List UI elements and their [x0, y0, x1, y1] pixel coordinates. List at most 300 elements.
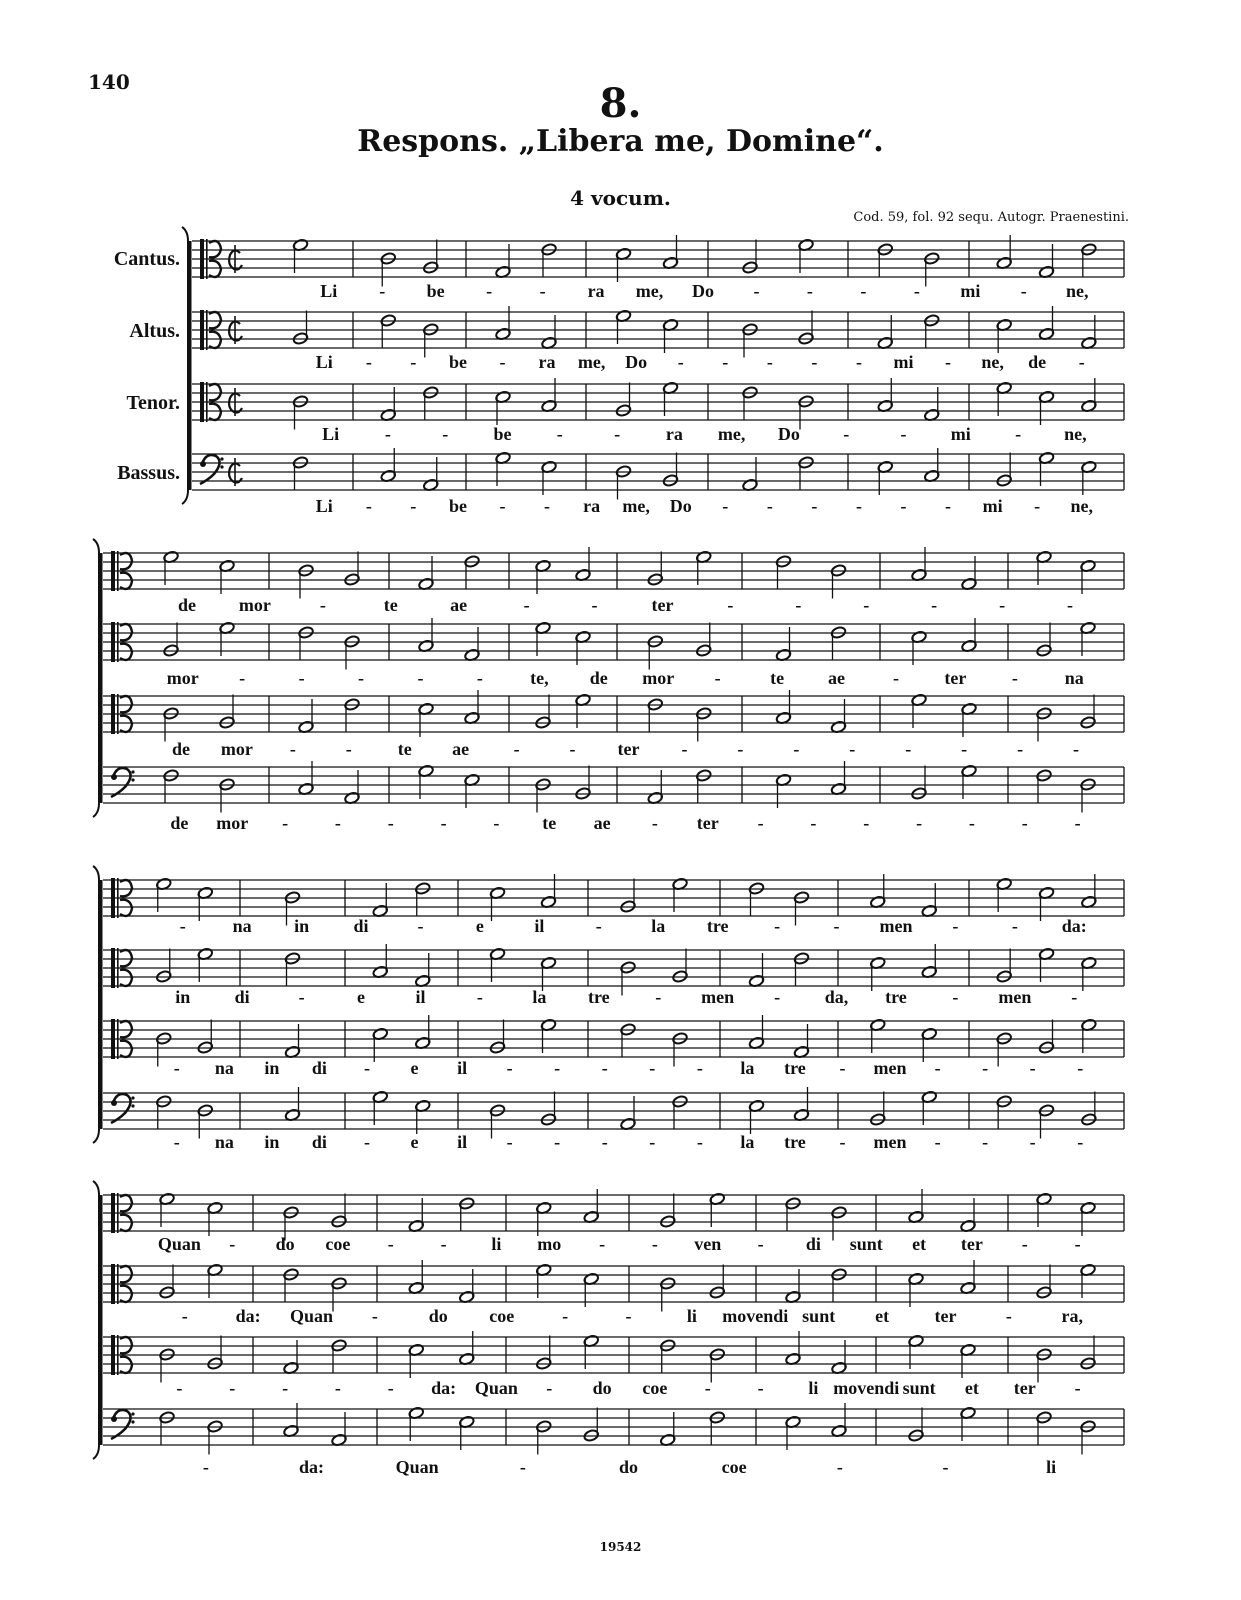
lyric-hyphen: -: [556, 424, 563, 444]
lyric-hyphen: -: [499, 352, 506, 372]
note: [1080, 695, 1096, 730]
lyric-hyphen: -: [913, 281, 920, 301]
lyric-hyphen: -: [696, 1132, 703, 1152]
lyric-syllable: di: [805, 1234, 821, 1254]
note: [921, 883, 937, 918]
note: [159, 1348, 175, 1383]
lyric-hyphen: -: [506, 1132, 513, 1152]
lyric-hyphen: -: [810, 813, 817, 833]
lyric-syllable: de: [177, 595, 196, 615]
note: [660, 1277, 676, 1312]
lyric-hyphen: -: [289, 739, 296, 759]
lyric-hyphen: -: [1074, 813, 1081, 833]
lyric-hyphen: -: [655, 987, 662, 1007]
lyric-hyphen: -: [900, 424, 907, 444]
lyric-syllable: da:: [298, 1457, 325, 1477]
note: [536, 1420, 552, 1455]
lyric-hyphen: -: [860, 281, 867, 301]
lyric-hyphen: -: [863, 595, 870, 615]
lyric-hyphen: -: [1029, 1058, 1036, 1078]
lyric-syllable: il: [415, 987, 426, 1007]
lyric-syllable: il: [534, 916, 545, 936]
note: [459, 1197, 475, 1232]
lyric-hyphen: -: [239, 668, 246, 688]
lyric-hyphen: -: [833, 916, 840, 936]
lyric-hyphen: -: [863, 813, 870, 833]
lyric-syllable: movendi: [833, 1378, 900, 1398]
note: [489, 1020, 505, 1055]
lyric-syllable: ne,: [1064, 424, 1087, 444]
note: [495, 244, 511, 279]
lyric-syllable: sunt: [802, 1306, 836, 1326]
lyric-hyphen: -: [806, 281, 813, 301]
note: [408, 1260, 424, 1295]
note: [380, 448, 396, 483]
note: [415, 953, 431, 988]
lyric-syllable: na: [214, 1058, 234, 1078]
lyric-hyphen: -: [793, 739, 800, 759]
lyric-syllable: te,: [530, 668, 549, 688]
lyric-hyphen: -: [363, 1058, 370, 1078]
lyric-syllable: tre: [784, 1132, 806, 1152]
note: [283, 1403, 299, 1438]
lyric-hyphen: -: [365, 496, 372, 516]
lyric-hyphen: -: [371, 1306, 378, 1326]
note: [1081, 378, 1097, 413]
lyric-hyphen: -: [173, 1058, 180, 1078]
note: [583, 1408, 599, 1443]
lyric-syllable: ra: [665, 424, 683, 444]
note: [423, 323, 439, 358]
lyric-syllable: ae: [593, 813, 611, 833]
lyric-syllable: coe: [721, 1457, 747, 1477]
lyric-syllable: be: [448, 496, 467, 516]
lyric-hyphen: -: [681, 739, 688, 759]
lyric-hyphen: -: [1078, 352, 1085, 372]
note: [408, 1198, 424, 1233]
note: [785, 1331, 801, 1366]
lyric-syllable: li: [1046, 1457, 1057, 1477]
lyric-syllable: men: [879, 916, 913, 936]
lyric-syllable: di: [234, 987, 250, 1007]
lyric-hyphen: -: [591, 595, 598, 615]
note: [292, 311, 308, 346]
note: [793, 1024, 809, 1059]
lyric-hyphen: -: [319, 595, 326, 615]
staff-altus: [103, 1260, 1124, 1326]
lyric-syllable: me,: [635, 281, 664, 301]
lyric-hyphen: -: [486, 281, 493, 301]
note: [911, 766, 927, 801]
lyric-syllable: Li: [315, 352, 333, 372]
note: [1081, 243, 1097, 278]
note: [742, 323, 758, 358]
staff-cantus: [192, 235, 1124, 301]
lyric-hyphen: -: [1071, 987, 1078, 1007]
lyric-hyphen: -: [1017, 739, 1024, 759]
lyric-syllable: Do: [669, 496, 692, 516]
lyric-syllable: di: [311, 1058, 327, 1078]
lyric-syllable: mor: [166, 668, 199, 688]
note: [908, 1189, 924, 1224]
f-clef-icon: [111, 1094, 135, 1123]
note: [415, 882, 431, 917]
note: [541, 378, 557, 413]
note: [575, 766, 591, 801]
note: [1080, 778, 1096, 813]
lyric-syllable: ra,: [1061, 1306, 1084, 1326]
lyric-syllable: te: [542, 813, 557, 833]
lyric-syllable: mor: [216, 813, 249, 833]
lyric-hyphen: -: [440, 813, 447, 833]
note: [672, 1032, 688, 1067]
lyric-hyphen: -: [345, 739, 352, 759]
note: [785, 1197, 801, 1232]
lyric-hyphen: -: [1067, 595, 1074, 615]
lyric-hyphen: -: [229, 1378, 236, 1398]
lyric-hyphen: -: [363, 1132, 370, 1152]
lyric-syllable: li: [808, 1378, 819, 1398]
lyric-hyphen: -: [945, 496, 952, 516]
lyric-hyphen: -: [916, 813, 923, 833]
note: [207, 1420, 223, 1455]
note: [709, 1411, 725, 1446]
lyric-hyphen: -: [282, 813, 289, 833]
lyric-hyphen: -: [544, 496, 551, 516]
lyric-syllable: Do: [777, 424, 800, 444]
lyric-hyphen: -: [714, 668, 721, 688]
lyric-syllable: ra: [583, 496, 601, 516]
note: [415, 1015, 431, 1050]
lyric-syllable: il: [457, 1058, 468, 1078]
lyric-syllable: mi: [950, 424, 971, 444]
note: [1036, 1411, 1052, 1446]
system-1: [182, 227, 1124, 516]
system-2: [93, 539, 1124, 833]
note: [831, 1340, 847, 1375]
lyric-syllable: Li: [315, 496, 333, 516]
lyric-syllable: la: [651, 916, 666, 936]
lyric-hyphen: -: [387, 1378, 394, 1398]
note: [219, 695, 235, 730]
lyric-hyphen: -: [334, 813, 341, 833]
note: [775, 690, 791, 725]
note: [742, 386, 758, 421]
plate-number: 19542: [599, 1540, 642, 1554]
lyric-hyphen: -: [334, 1378, 341, 1398]
lyric-hyphen: -: [753, 281, 760, 301]
note: [615, 465, 631, 500]
note: [775, 627, 791, 662]
lyric-hyphen: -: [417, 916, 424, 936]
note: [748, 953, 764, 988]
lyric-syllable: ra: [538, 352, 556, 372]
note: [662, 453, 678, 488]
f-clef-icon: [111, 768, 135, 797]
note: [541, 243, 557, 278]
lyric-syllable: in: [175, 987, 191, 1007]
lyric-syllable: tre: [784, 1058, 806, 1078]
lyric-hyphen: -: [795, 595, 802, 615]
lyric-hyphen: -: [476, 987, 483, 1007]
note: [996, 1032, 1012, 1067]
lyric-hyphen: -: [1020, 281, 1027, 301]
note: [197, 1020, 213, 1055]
note: [647, 698, 663, 733]
note: [620, 1023, 636, 1058]
lyric-hyphen: -: [1005, 1306, 1012, 1326]
staff-altus: [192, 306, 1124, 372]
lyric-syllable: sunt: [849, 1234, 883, 1254]
lyric-syllable: Quan: [157, 1234, 201, 1254]
staff-tenor: [103, 690, 1124, 759]
lyric-hyphen: -: [982, 1132, 989, 1152]
lyric-syllable: ter: [696, 813, 719, 833]
piece-title: Respons. „Libera me, Domine“.: [357, 124, 884, 159]
voice-name-bassus: Bassus.: [117, 462, 180, 484]
lyric-syllable: et: [964, 1378, 979, 1398]
lyric-syllable: de: [1028, 352, 1047, 372]
lyric-syllable: de: [170, 813, 189, 833]
note: [908, 1408, 924, 1443]
note: [785, 1269, 801, 1304]
lyric-syllable: Do: [625, 352, 648, 372]
note: [831, 1268, 847, 1303]
note: [831, 1206, 847, 1241]
note: [423, 240, 439, 275]
lyric-syllable: in: [294, 916, 310, 936]
voicing-label: 4 vocum.: [570, 186, 671, 210]
lyric-syllable: e: [410, 1058, 419, 1078]
lyric-syllable: me,: [577, 352, 606, 372]
note: [662, 235, 678, 270]
note: [742, 240, 758, 275]
lyric-syllable: la: [532, 987, 547, 1007]
lyric-syllable: Li: [322, 424, 340, 444]
note: [830, 564, 846, 599]
lyric-hyphen: -: [595, 916, 602, 936]
lyric-hyphen: -: [1034, 496, 1041, 516]
lyric-hyphen: -: [757, 1234, 764, 1254]
lyric-syllable: e: [475, 916, 484, 936]
lyric-hyphen: -: [649, 1132, 656, 1152]
note: [877, 315, 893, 350]
note: [292, 395, 308, 430]
note: [660, 1339, 676, 1374]
lyric-syllable: ra: [587, 281, 605, 301]
staff-cantus: [103, 874, 1124, 936]
lyric-syllable: be: [426, 281, 445, 301]
lyric-syllable: ae: [828, 668, 846, 688]
piece-number: 8.: [599, 80, 642, 127]
lyric-hyphen: -: [358, 668, 365, 688]
lyric-hyphen: -: [1011, 916, 1018, 936]
lyric-hyphen: -: [900, 496, 907, 516]
lyric-hyphen: -: [1077, 1058, 1084, 1078]
lyric-hyphen: -: [849, 739, 856, 759]
lyric-syllable: in: [264, 1058, 280, 1078]
note: [742, 457, 758, 492]
staff-cantus: [103, 547, 1124, 615]
lyric-syllable: coe: [642, 1378, 668, 1398]
note: [156, 1095, 172, 1130]
lyric-syllable: mor: [642, 668, 675, 688]
note: [535, 778, 551, 813]
note: [877, 378, 893, 413]
lyric-hyphen: -: [513, 739, 520, 759]
staff-tenor: [103, 1015, 1124, 1078]
lyric-hyphen: -: [229, 1234, 236, 1254]
lyric-syllable: ven: [694, 1234, 722, 1254]
lyric-hyphen: -: [757, 813, 764, 833]
lyric-syllable: la: [740, 1058, 755, 1078]
note: [961, 618, 977, 653]
note: [672, 949, 688, 984]
lyric-syllable: do: [618, 1457, 639, 1477]
note: [156, 1032, 172, 1067]
f-clef-icon: [200, 455, 224, 484]
note: [459, 1331, 475, 1366]
note: [615, 383, 631, 418]
lyric-hyphen: -: [722, 352, 729, 372]
note: [156, 949, 172, 984]
source-citation: Cod. 59, fol. 92 sequ. Autogr. Praenestini.: [853, 210, 1129, 225]
lyric-syllable: me,: [622, 496, 650, 516]
system-bracket: [93, 866, 99, 1143]
note: [489, 1104, 505, 1139]
note: [372, 944, 388, 979]
note: [798, 395, 814, 430]
lyric-syllable: ne,: [1066, 281, 1089, 301]
note: [1080, 1420, 1096, 1455]
note: [961, 556, 977, 591]
voice-name-cantus: Cantus.: [113, 248, 180, 270]
staff-bassus: [103, 761, 1124, 833]
lyric-hyphen: -: [766, 496, 773, 516]
note: [298, 699, 314, 734]
note: [793, 1087, 809, 1122]
note: [672, 1095, 688, 1130]
note: [331, 1194, 347, 1229]
lyric-hyphen: -: [569, 739, 576, 759]
note: [423, 386, 439, 421]
lyric-syllable: te: [383, 595, 398, 615]
note: [298, 761, 314, 796]
lyric-syllable: ne,: [981, 352, 1004, 372]
lyric-hyphen: -: [999, 595, 1006, 615]
system-bracket: [93, 539, 99, 817]
note: [495, 306, 511, 341]
note: [748, 882, 764, 917]
lyric-hyphen: -: [945, 352, 952, 372]
lyric-hyphen: -: [649, 1058, 656, 1078]
lyric-syllable: tre: [587, 987, 610, 1007]
note: [298, 626, 314, 661]
lyric-hyphen: -: [737, 739, 744, 759]
lyric-syllable: be: [493, 424, 512, 444]
lyric-hyphen: -: [179, 916, 186, 936]
note: [960, 1198, 976, 1233]
lyric-hyphen: -: [499, 496, 506, 516]
lyric-syllable: e: [410, 1132, 419, 1152]
lyric-hyphen: -: [1073, 739, 1080, 759]
note: [996, 1095, 1012, 1130]
note: [331, 1412, 347, 1447]
system-3: [93, 866, 1124, 1152]
note: [331, 1339, 347, 1374]
lyric-hyphen: -: [843, 424, 850, 444]
lyric-syllable: da:: [235, 1306, 261, 1326]
note: [924, 252, 940, 287]
lyric-hyphen: -: [961, 739, 968, 759]
note: [877, 243, 893, 278]
note: [207, 1336, 223, 1371]
note: [344, 770, 360, 805]
lyric-hyphen: -: [442, 424, 449, 444]
lyric-syllable: ter: [617, 739, 640, 759]
lyric-hyphen: -: [855, 352, 862, 372]
note: [464, 555, 480, 590]
note: [830, 626, 846, 661]
lyric-hyphen: -: [811, 352, 818, 372]
lyric-hyphen: -: [176, 1378, 183, 1398]
lyric-syllable: mi: [960, 281, 981, 301]
note: [292, 456, 308, 491]
note: [1036, 1265, 1052, 1300]
note: [163, 707, 179, 742]
lyric-syllable: ae: [450, 595, 468, 615]
note: [163, 623, 179, 658]
lyric-syllable: di: [311, 1132, 327, 1152]
lyric-syllable: Quan: [289, 1306, 334, 1326]
lyric-hyphen: -: [601, 1058, 608, 1078]
lyric-syllable: ne,: [1070, 496, 1093, 516]
lyric-hyphen: -: [410, 352, 417, 372]
lyric-syllable: na: [1064, 668, 1084, 688]
note: [696, 623, 712, 658]
note: [284, 1024, 300, 1059]
note: [575, 547, 591, 582]
note: [911, 547, 927, 582]
lyric-hyphen: -: [766, 352, 773, 372]
note: [380, 314, 396, 349]
note: [921, 944, 937, 979]
note: [372, 883, 388, 918]
lyric-hyphen: -: [704, 1378, 711, 1398]
page-number: 140: [88, 70, 130, 94]
lyric-hyphen: -: [727, 595, 734, 615]
lyric-hyphen: -: [410, 496, 417, 516]
staff-altus: [103, 618, 1124, 688]
note: [831, 1403, 847, 1438]
lyric-hyphen: -: [202, 1457, 209, 1477]
lyric-syllable: ter: [960, 1234, 983, 1254]
lyric-hyphen: -: [952, 916, 959, 936]
note: [418, 618, 434, 653]
lyric-hyphen: -: [493, 813, 500, 833]
lyric-hyphen: -: [506, 1058, 513, 1078]
note: [1038, 244, 1054, 279]
note: [298, 564, 314, 599]
lyric-hyphen: -: [476, 668, 483, 688]
lyric-hyphen: -: [1015, 424, 1022, 444]
note: [996, 949, 1012, 984]
lyric-hyphen: -: [855, 496, 862, 516]
note: [793, 952, 809, 987]
lyric-syllable: in: [264, 1132, 280, 1152]
note: [775, 555, 791, 590]
lyric-hyphen: -: [181, 1306, 188, 1326]
